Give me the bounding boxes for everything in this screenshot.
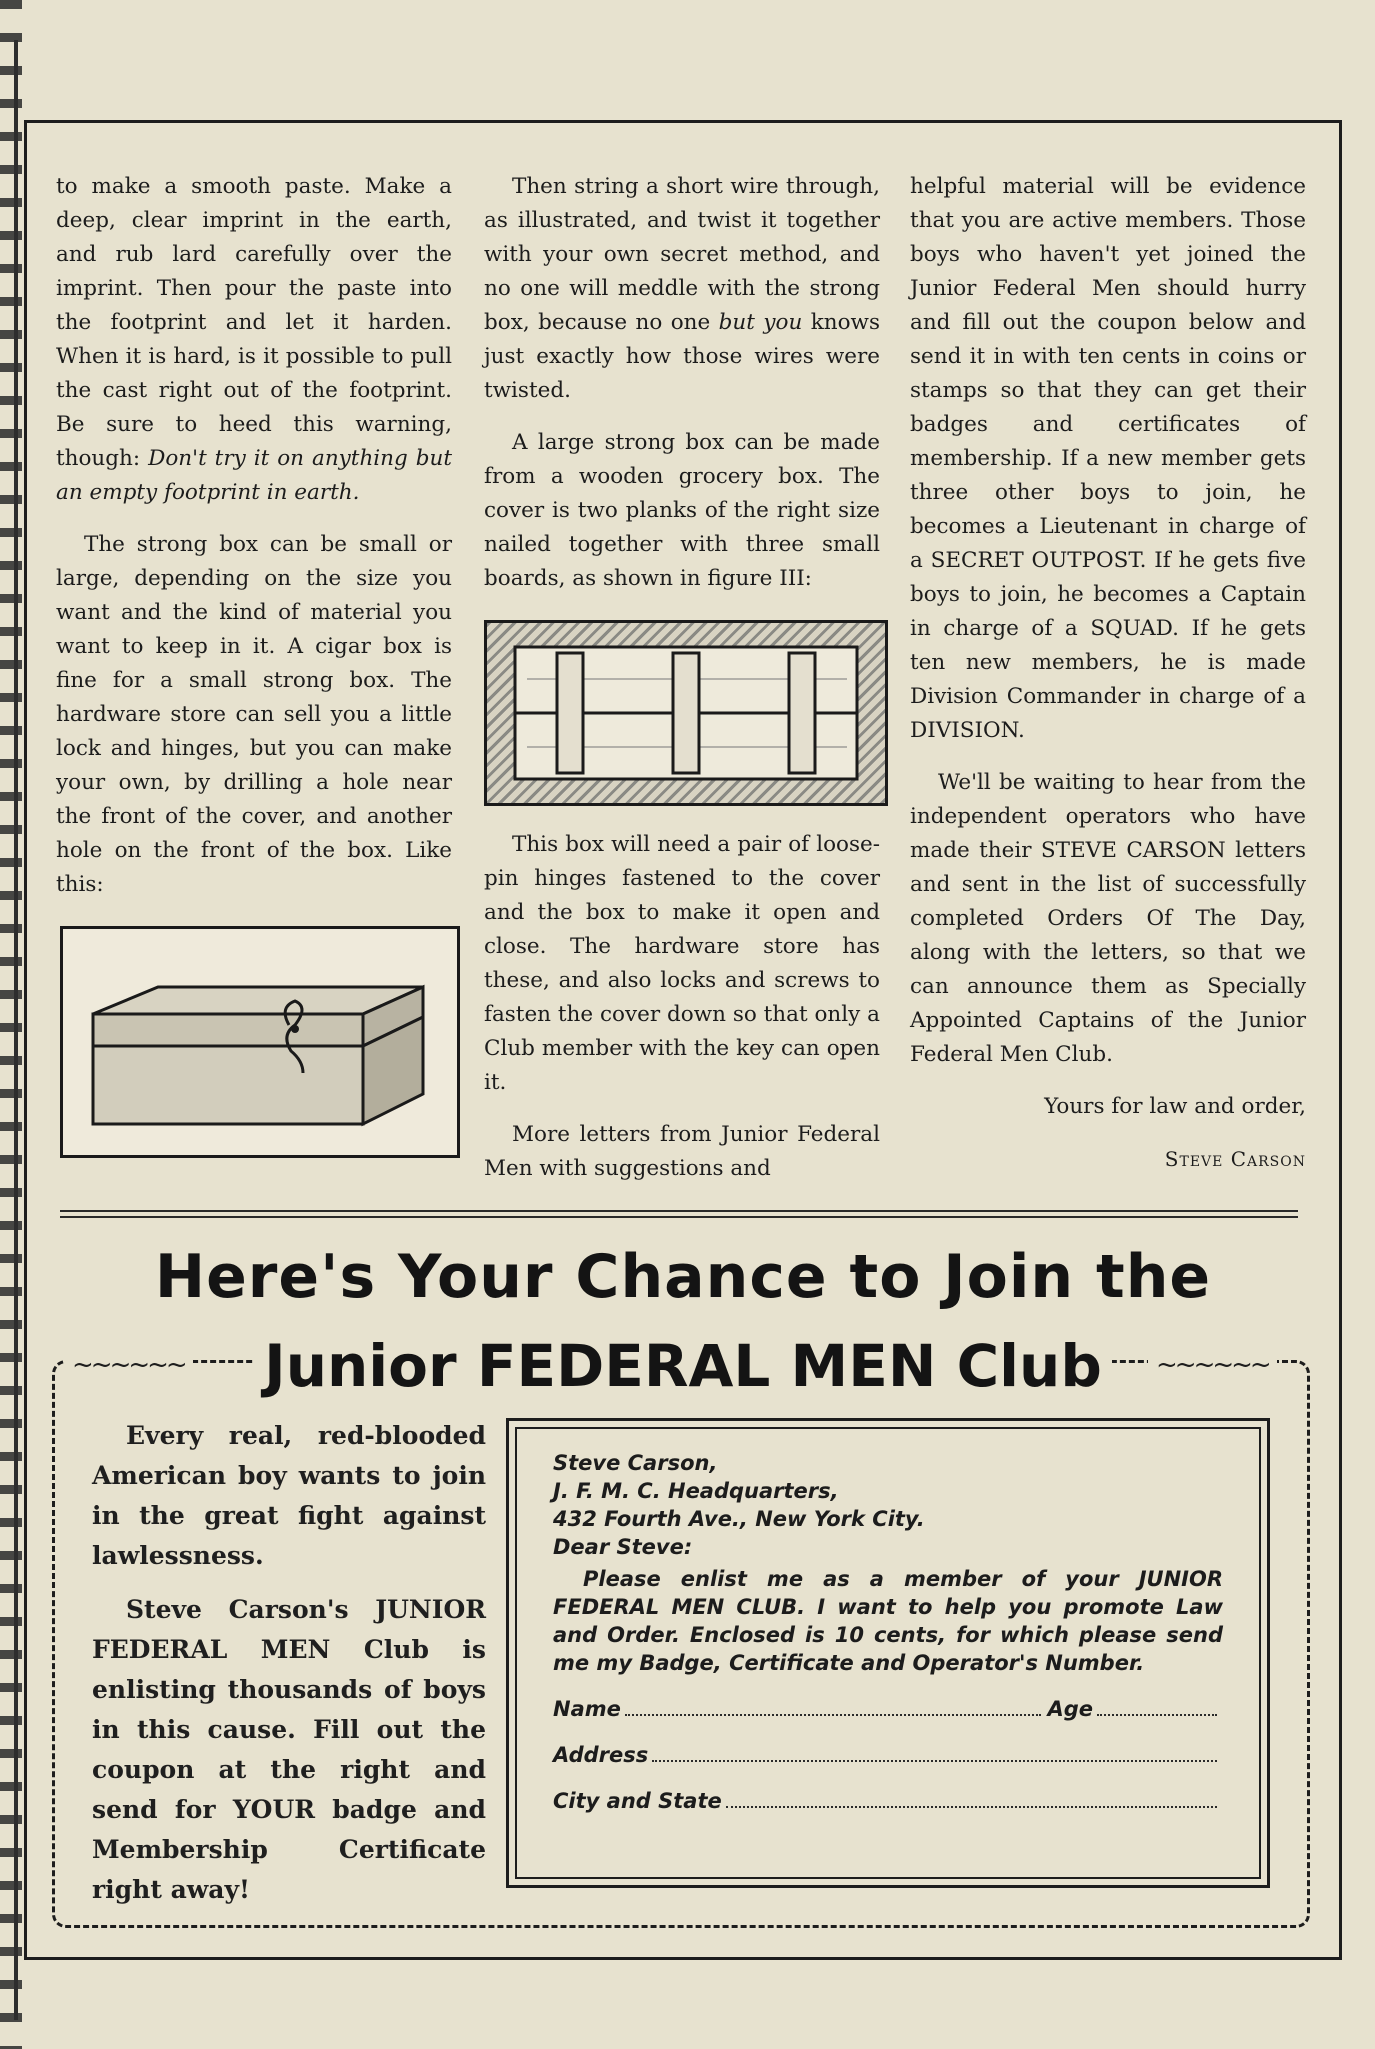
scroll-flourish-icon: ~~~~~~ xyxy=(64,1350,193,1380)
coupon-addressee: Steve Carson, xyxy=(553,1451,718,1475)
address-blank[interactable] xyxy=(652,1746,1217,1762)
spiral-binding xyxy=(0,0,22,2049)
headline-line-1: Here's Your Chance to Join the xyxy=(154,1242,1212,1312)
club-promo-text xyxy=(92,1416,486,1924)
coupon-salutation: Dear Steve: xyxy=(553,1535,693,1559)
warning-text: Don't try it on anything but an empty footprint in earth. xyxy=(56,446,453,505)
strong-box-icon xyxy=(63,929,457,1155)
city-state-blank[interactable] xyxy=(726,1792,1217,1808)
article-column-3 xyxy=(910,170,1306,1194)
emphasis-text: but you xyxy=(718,310,803,335)
headline-text: Junior FEDERAL MEN Club xyxy=(254,1332,1112,1400)
paragraph xyxy=(484,170,880,408)
paragraph: More letters from Junior Federal Men with suggestions and xyxy=(484,1122,880,1181)
city-state-field[interactable] xyxy=(553,1787,1223,1815)
divider-rule xyxy=(60,1216,1298,1218)
paragraph: Steve Carson's JUNIOR FEDERAL MEN Club is enlisting thousands of boys in this cause. Fill out the coupon at the right and send for YOUR badge and Membership Certificate right away! xyxy=(92,1595,486,1904)
article-column-1 xyxy=(56,170,452,920)
coupon-form xyxy=(515,1427,1261,1879)
paragraph: helpful material will be evidence that you are active members. Those boys who haven't yet joined the Junior Federal Men should hurry and fill out the coupon below and send it in with ten cents in coins or stamps so that they can get their badges and certificates of membership. If a new member gets three other boys to join, he becomes a Lieutenant in charge of a SECRET OUTPOST. If he gets five boys to join, he becomes a Captain in charge of a SQUAD. If he gets ten new members, he is made Division Commander in charge of a DIVISION. xyxy=(910,174,1306,743)
address-field[interactable] xyxy=(553,1741,1223,1769)
signature: Steve Carson xyxy=(1164,1147,1306,1171)
city-state-label: City and State xyxy=(553,1789,722,1813)
headline-line-2 xyxy=(24,1332,1342,1400)
wood-cover-icon xyxy=(487,623,885,803)
paragraph-text: Then string a short wire through, as illustrated, and twist it together with your own secret method, and no one will meddle with the strong box, because no one xyxy=(484,174,880,335)
paragraph-text: knows just exactly how those wires were twisted. xyxy=(484,310,880,403)
age-blank[interactable] xyxy=(1097,1700,1217,1716)
coupon-address: 432 Fourth Ave., New York City. xyxy=(553,1507,925,1531)
name-field[interactable] xyxy=(553,1695,1223,1723)
coupon-body: Please enlist me as a member of your JUNIOR FEDERAL MEN CLUB. I want to help you promote Law and Order. Enclosed is 10 cents, for which please send me my Badge, Certificate and Operator's Number. xyxy=(553,1567,1223,1675)
scroll-flourish-icon: ~~~~~~ xyxy=(1148,1350,1277,1380)
paragraph: The strong box can be small or large, depending on the size you want and the kind of material you want to keep in it. A cigar box is fine for a small strong box. The hardware store can sell you a little lock and hinges, but you can make your own, by drilling a hole near the front of the cover, and another hole on the front of the box. Like this: xyxy=(56,532,452,897)
cigar-box-illustration xyxy=(60,926,460,1158)
paragraph: A large strong box can be made from a wooden grocery box. The cover is two planks of the right size nailed together with three small boards, as shown in figure III: xyxy=(484,430,880,591)
paragraph: This box will need a pair of loose-pin hinges fastened to the cover and the box to make it open and close. The hardware store has these, and also locks and screws to fasten the cover down so that only a Club member with the key can open it. xyxy=(484,832,880,1095)
name-label: Name xyxy=(553,1697,621,1721)
paragraph-text: to make a smooth paste. Make a deep, clear imprint in the earth, and rub lard carefully over the imprint. Then pour the paste into the footprint and let it harden. When it is hard, is it possible to pull the cast right out of the footprint. Be sure to heed this warning, though: xyxy=(56,174,452,471)
binding-edge xyxy=(14,40,18,2020)
paragraph: Every real, red-blooded American boy wants to join in the great fight against lawlessness. xyxy=(92,1421,486,1570)
coupon-headquarters: J. F. M. C. Headquarters, xyxy=(553,1479,839,1503)
address-label: Address xyxy=(553,1743,649,1767)
grocery-box-cover-illustration xyxy=(484,620,888,806)
membership-coupon xyxy=(506,1418,1270,1888)
age-label: Age xyxy=(1047,1697,1093,1721)
paragraph xyxy=(56,170,452,510)
divider-rule xyxy=(60,1210,1298,1212)
closing-line: Yours for law and order, xyxy=(1044,1094,1306,1119)
name-blank[interactable] xyxy=(625,1700,1042,1716)
paragraph: We'll be waiting to hear from the independent operators who have made their STEVE CARSON letters and sent in the list of successfully completed Orders Of The Day, along with the letters, so that we can announce them as Specially Appointed Captains of the Junior Federal Men Club. xyxy=(910,770,1306,1067)
